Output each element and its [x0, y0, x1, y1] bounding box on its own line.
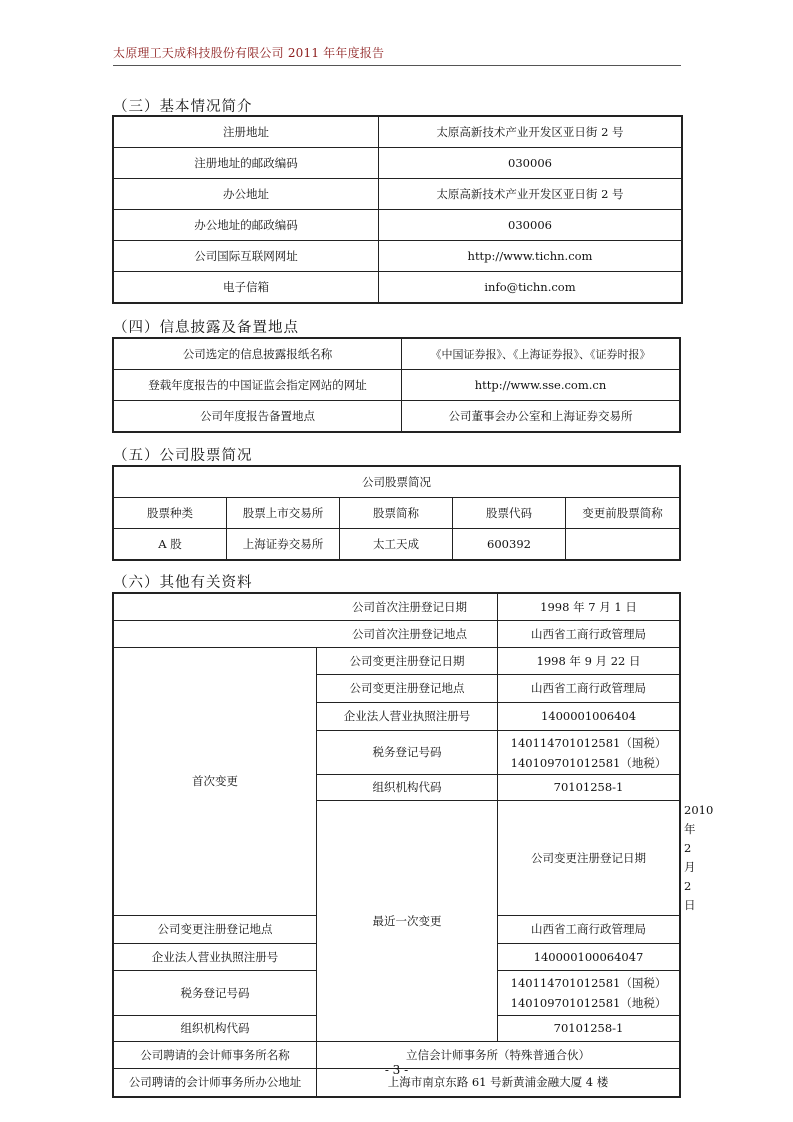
first-reg-place-label: 公司首次注册登记地点: [114, 621, 498, 648]
table-row: [114, 179, 682, 210]
stock-short-name: 太工天成: [340, 529, 453, 560]
tax-value: [498, 971, 680, 1016]
section3-title: （三）基本情况简介: [113, 99, 253, 115]
tax-label: 税务登记号码: [317, 731, 498, 775]
table-row: [114, 648, 680, 675]
table-row: [114, 117, 682, 148]
reg-address-value: 太原高新技术产业开发区亚日街 2 号: [379, 117, 682, 148]
reg-address-label: 注册地址: [114, 117, 379, 148]
tax-label: 税务登记号码: [114, 971, 317, 1016]
page-number: - 3 -: [384, 1063, 409, 1077]
auditor-name-label: 公司聘请的会计师事务所名称: [114, 1042, 317, 1069]
auditor-address-value: 上海市南京东路 61 号新黄浦金融大厦 4 楼: [317, 1069, 680, 1097]
license-value: 1400001006404: [498, 703, 680, 731]
change-place-label: 公司变更注册登记地点: [114, 916, 317, 944]
license-value: 140000100064047: [498, 944, 680, 971]
org-code-label: 组织机构代码: [317, 775, 498, 801]
office-postcode-value: 030006: [379, 210, 682, 241]
table-row: [114, 210, 682, 241]
other-info-table: [113, 593, 714, 1097]
table-row: [114, 370, 680, 401]
table-header-row: [114, 498, 680, 529]
tax-national: 140114701012581（国税）: [510, 976, 667, 990]
col-header: 股票上市交易所: [227, 498, 340, 529]
first-change-group-label: 首次变更: [114, 648, 317, 916]
license-label: 企业法人营业执照注册号: [317, 703, 498, 731]
col-header: 变更前股票简称: [566, 498, 680, 529]
office-postcode-label: 办公地址的邮政编码: [114, 210, 379, 241]
website-label: 公司国际互联网网址: [114, 241, 379, 272]
org-code-value: 70101258-1: [498, 775, 680, 801]
stock-code: 600392: [453, 529, 566, 560]
report-website-label: 登载年度报告的中国证监会指定网站的网址: [114, 370, 402, 401]
change-place-value: 山西省工商行政管理局: [498, 675, 680, 703]
newspaper-label: 公司选定的信息披露报纸名称: [114, 339, 402, 370]
stock-table-caption: 公司股票简况: [114, 467, 680, 498]
section4-title: （四）信息披露及备置地点: [113, 320, 299, 336]
email-value: info@tichn.com: [379, 272, 682, 303]
report-website-value: http://www.sse.com.cn: [402, 370, 680, 401]
change-date-label: 公司变更注册登记日期: [317, 648, 498, 675]
report-location-label: 公司年度报告备置地点: [114, 401, 402, 432]
newspaper-value: 《中国证券报》、《上海证券报》、《证券时报》: [402, 339, 680, 370]
first-reg-place-value: 山西省工商行政管理局: [498, 621, 680, 648]
col-header: 股票简称: [340, 498, 453, 529]
col-header: 股票代码: [453, 498, 566, 529]
section5-title: （五）公司股票简况: [113, 448, 253, 464]
license-label: 企业法人营业执照注册号: [114, 944, 317, 971]
stock-type: A 股: [114, 529, 227, 560]
report-header: 太原理工天成科技股份有限公司 2011 年年度报告: [113, 44, 681, 66]
email-label: 电子信箱: [114, 272, 379, 303]
office-address-value: 太原高新技术产业开发区亚日街 2 号: [379, 179, 682, 210]
tax-local: 140109701012581（地税）: [510, 996, 667, 1010]
reg-postcode-value: 030006: [379, 148, 682, 179]
table-row: [114, 594, 680, 621]
stock-exchange: 上海证券交易所: [227, 529, 340, 560]
tax-local: 140109701012581（地税）: [510, 755, 667, 770]
office-address-label: 办公地址: [114, 179, 379, 210]
table-row: [114, 339, 680, 370]
report-location-value: 公司董事会办公室和上海证券交易所: [402, 401, 680, 432]
change-place-value: 山西省工商行政管理局: [498, 916, 680, 944]
auditor-address-label: 公司聘请的会计师事务所办公地址: [114, 1069, 317, 1097]
reg-postcode-label: 注册地址的邮政编码: [114, 148, 379, 179]
website-value: http://www.tichn.com: [379, 241, 682, 272]
previous-short-name: [566, 529, 680, 560]
table-row: 最近一次变更 公司变更注册登记日期 2010 年 2 月 2 日: [114, 801, 680, 916]
disclosure-table: [113, 338, 680, 432]
org-code-label: 组织机构代码: [114, 1016, 317, 1042]
table-caption-row: [114, 467, 680, 498]
table-row: [114, 401, 680, 432]
tax-value: [498, 731, 680, 775]
first-reg-date-label: 公司首次注册登记日期: [114, 594, 498, 621]
section6-title: （六）其他有关资料: [113, 575, 253, 591]
table-row: [114, 529, 680, 560]
table-row: [114, 241, 682, 272]
col-header: 股票种类: [114, 498, 227, 529]
stock-table: [113, 466, 680, 560]
latest-change-group-label: 最近一次变更: [317, 801, 498, 1042]
table-row: [114, 621, 680, 648]
table-row: [114, 148, 682, 179]
first-reg-date-value: 1998 年 7 月 1 日: [498, 594, 680, 621]
tax-national: 140114701012581（国税）: [510, 735, 667, 750]
change-date-value: 1998 年 9 月 22 日: [498, 648, 680, 675]
change-date-label: 公司变更注册登记日期: [498, 801, 680, 916]
auditor-name-value: 立信会计师事务所（特殊普通合伙）: [317, 1042, 680, 1069]
org-code-value: 70101258-1: [498, 1016, 680, 1042]
table-row: [114, 272, 682, 303]
change-place-label: 公司变更注册登记地点: [317, 675, 498, 703]
basic-info-table: [113, 116, 682, 303]
